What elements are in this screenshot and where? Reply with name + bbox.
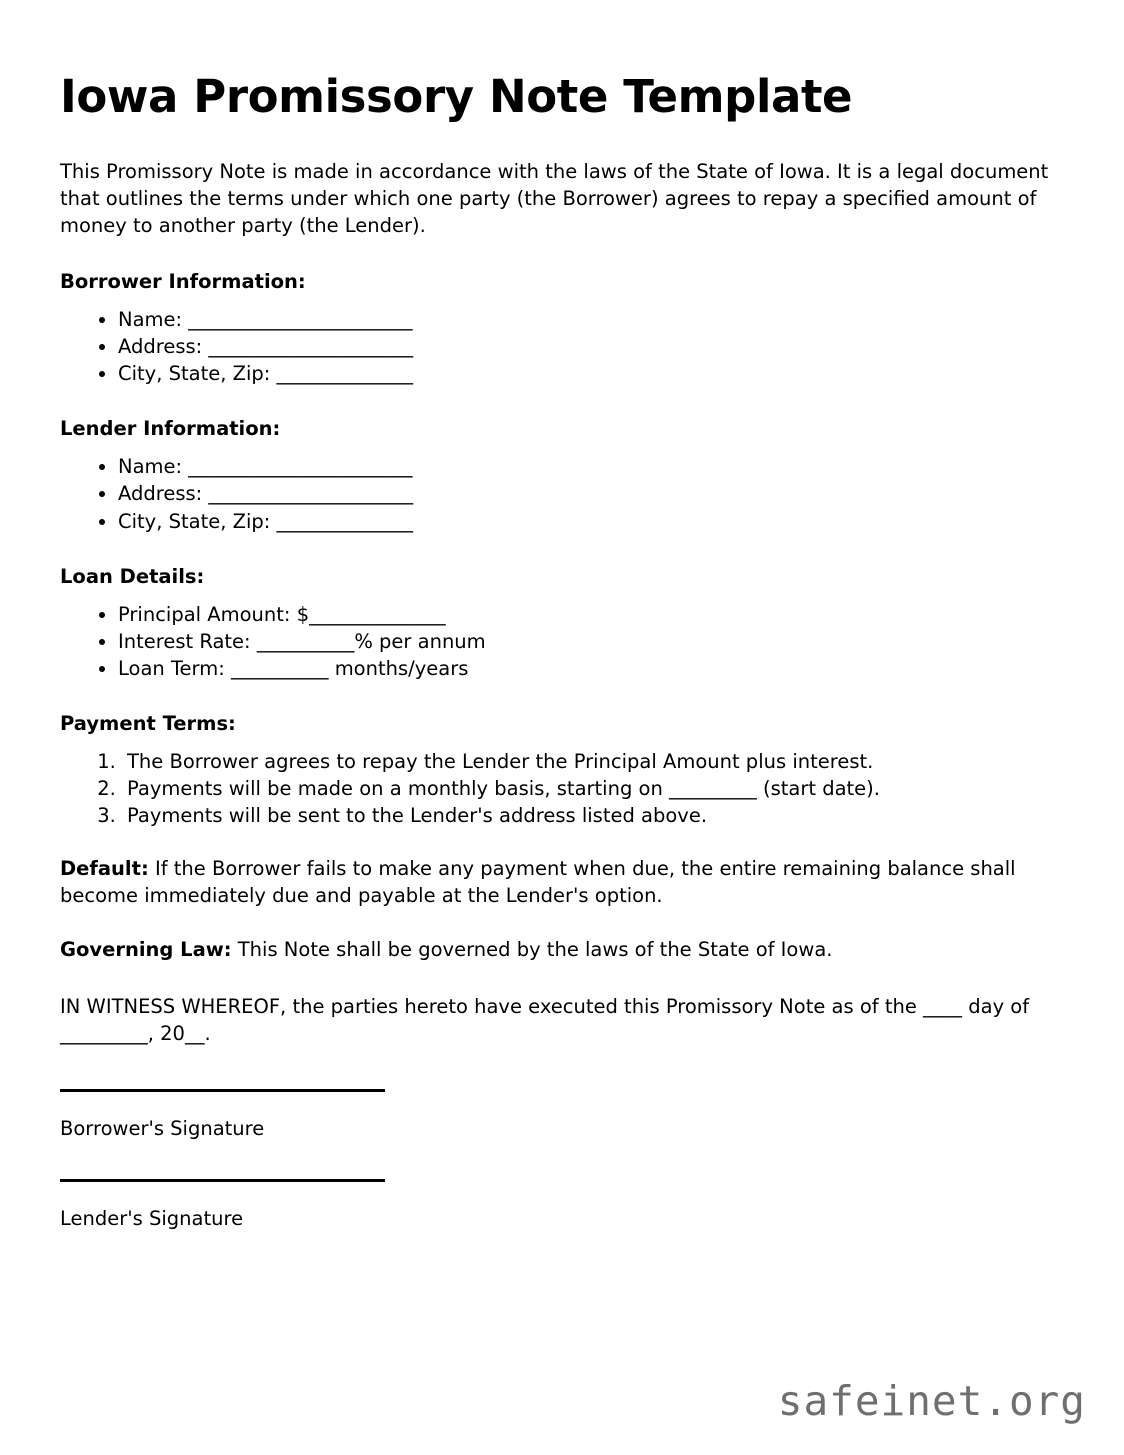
- lender-city-state-zip-field: • City, State, Zip: ______________: [118, 508, 1064, 535]
- lender-address-field: • Address: _____________________: [118, 480, 1064, 507]
- default-clause-label: Default:: [60, 857, 149, 881]
- borrower-city-state-zip-field: • City, State, Zip: ______________: [118, 360, 1064, 387]
- lender-signature-block: [60, 1179, 1064, 1233]
- payment-terms-heading: Payment Terms:: [60, 711, 236, 735]
- borrower-signature-block: [60, 1089, 1064, 1143]
- default-clause: [60, 856, 1060, 910]
- borrower-signature-line[interactable]: [60, 1089, 385, 1092]
- borrower-information-fields: [60, 306, 1064, 387]
- loan-term-field: • Loan Term: __________ months/years: [118, 655, 1064, 682]
- lender-information-fields: [60, 453, 1064, 534]
- lender-name-field: • Name: _______________________: [118, 453, 1064, 480]
- witness-clause: IN WITNESS WHEREOF, the parties hereto have executed this Promissory Note as of the ____ day of _________, 20__.: [60, 994, 1036, 1045]
- intro-paragraph: This Promissory Note is made in accordance with the laws of the State of Iowa. It is a legal document that outlines the terms under which one party (the Borrower) agrees to repay a specified amount of money to another party (the Lender).: [60, 160, 1049, 238]
- loan-details-fields: [60, 601, 1064, 682]
- lender-information-heading: Lender Information:: [60, 417, 281, 441]
- interest-rate-field: • Interest Rate: __________% per annum: [118, 628, 1064, 655]
- borrower-address-field: • Address: _____________________: [118, 333, 1064, 360]
- payment-term-item: 1. The Borrower agrees to repay the Lender the Principal Amount plus interest.: [122, 748, 1064, 775]
- borrower-name-field: • Name: _______________________: [118, 306, 1064, 333]
- lender-signature-label: Lender's Signature: [60, 1206, 244, 1230]
- loan-details-heading: Loan Details:: [60, 564, 205, 588]
- governing-law-label: Governing Law:: [60, 938, 232, 962]
- payment-terms-list: [60, 748, 1064, 829]
- site-watermark: safeinet.org: [777, 1377, 1086, 1425]
- governing-law-text: This Note shall be governed by the laws of the State of Iowa.: [231, 938, 833, 962]
- lender-signature-line[interactable]: [60, 1179, 385, 1182]
- page-title: Iowa Promissory Note Template: [60, 70, 853, 123]
- payment-term-item: 3. Payments will be sent to the Lender's address listed above.: [122, 802, 1064, 829]
- borrower-signature-label: Borrower's Signature: [60, 1116, 265, 1140]
- principal-amount-field: • Principal Amount: $______________: [118, 601, 1064, 628]
- payment-term-item: 2. Payments will be made on a monthly basis, starting on _________ (start date).: [122, 775, 1064, 802]
- borrower-information-heading: Borrower Information:: [60, 270, 306, 294]
- default-clause-text: If the Borrower fails to make any payment when due, the entire remaining balance shall become immediately due and payable at the Lender's option.: [60, 857, 1016, 908]
- governing-law-clause: [60, 937, 1060, 964]
